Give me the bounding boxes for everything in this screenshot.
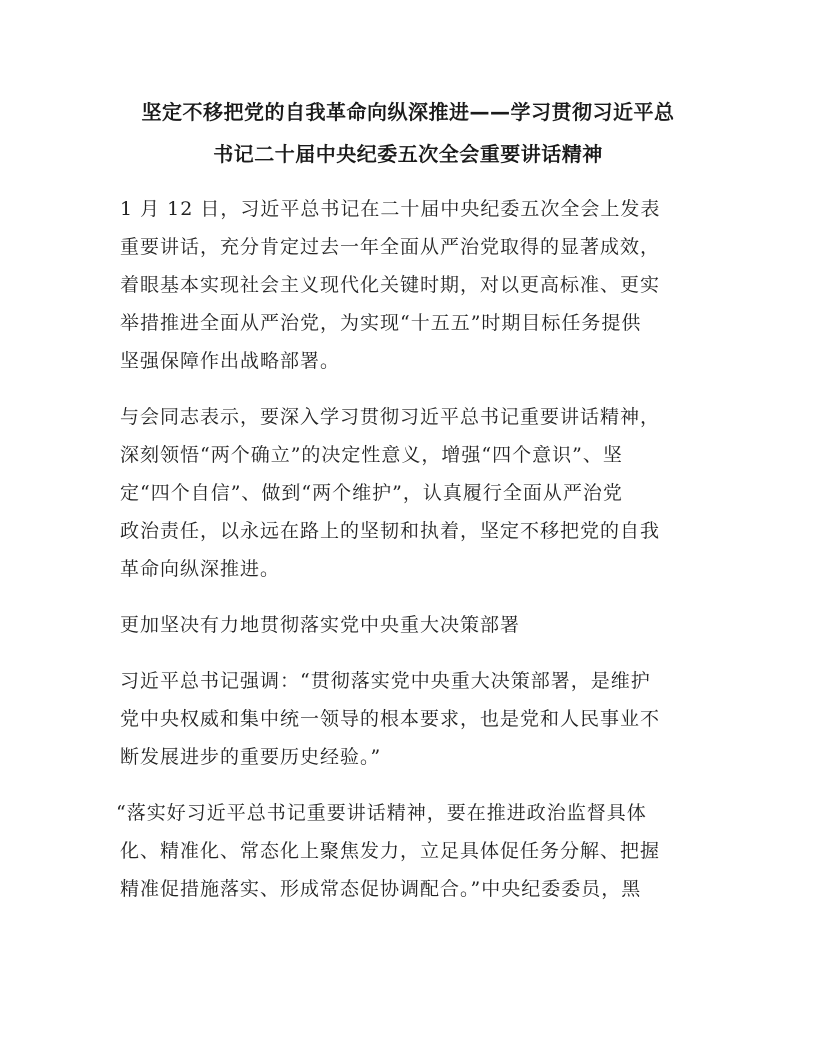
document-title xyxy=(100,91,716,175)
paragraph-line: 1 月 12 日，习近平总书记在二十届中央纪委五次全会上发表 xyxy=(120,198,661,220)
paragraph-line: 定“四个自信”、做到“两个维护”，认真履行全面从严治党 xyxy=(120,482,623,504)
paragraph-line: 坚强保障作出战略部署。 xyxy=(120,350,341,372)
document-body xyxy=(116,190,700,926)
paragraph-line: 革命向纵深推进。 xyxy=(120,558,281,580)
paragraph-3 xyxy=(120,662,700,776)
title-line-1: 坚定不移把党的自我革命向纵深推进——学习贯彻习近平总 xyxy=(141,100,675,124)
paragraph-line: 精准促措施落实、形成常态促协调配合。”中央纪委委员，黑 xyxy=(120,878,642,900)
paragraph-line: 举措推进全面从严治党，为实现“十五五”时期目标任务提供 xyxy=(120,312,642,334)
paragraph-line: 着眼基本实现社会主义现代化关键时期，对以更高标准、更实 xyxy=(120,274,661,296)
section-heading-text: 更加坚决有力地贯彻落实党中央重大决策部署 xyxy=(120,614,521,636)
paragraph-2 xyxy=(120,398,700,588)
paragraph-line: 化、精准化、常态化上聚焦发力，立足具体促任务分解、把握 xyxy=(120,840,661,862)
paragraph-line: 习近平总书记强调：“贯彻落实党中央重大决策部署，是维护 xyxy=(120,670,651,692)
section-heading xyxy=(120,606,700,644)
paragraph-line: 深刻领悟“两个确立”的决定性意义，增强“四个意识”、坚 xyxy=(120,444,623,466)
paragraph-4 xyxy=(116,794,700,908)
paragraph-line: 与会同志表示，要深入学习贯彻习近平总书记重要讲话精神， xyxy=(120,406,661,428)
paragraph-line: 重要讲话，充分肯定过去一年全面从严治党取得的显著成效， xyxy=(120,236,661,258)
paragraph-line: “落实好习近平总书记重要讲话精神，要在推进政治监督具体 xyxy=(116,802,647,824)
paragraph-1 xyxy=(120,190,700,380)
paragraph-line: 断发展进步的重要历史经验。” xyxy=(120,746,382,768)
paragraph-line: 党中央权威和集中统一领导的根本要求，也是党和人民事业不 xyxy=(120,708,661,730)
paragraph-line: 政治责任，以永远在路上的坚韧和执着，坚定不移把党的自我 xyxy=(120,520,661,542)
title-line-2: 书记二十届中央纪委五次全会重要讲话精神 xyxy=(213,142,603,166)
